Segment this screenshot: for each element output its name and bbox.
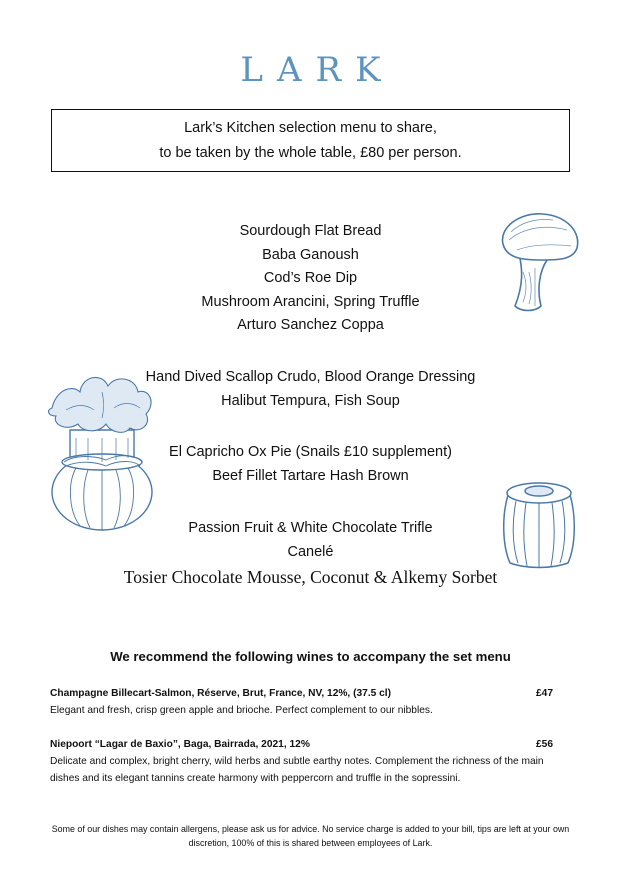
menu-item: Canelé — [287, 543, 334, 560]
menu-item: Arturo Sanchez Coppa — [237, 317, 384, 333]
menu-item: Passion Fruit & White Chocolate Trifle — [188, 520, 433, 536]
menu-item: El Capricho Ox Pie (Snails £10 supplement) — [169, 444, 452, 460]
wine-description: Elegant and fresh, crisp green apple and brioche. Perfect complement to our nibbles. — [50, 705, 433, 716]
wine-name: Niepoort “Lagar de Baxio”, Baga, Bairrada, 2021, 12% — [50, 739, 310, 750]
wine-price: £56 — [536, 739, 553, 750]
menu-item: Mushroom Arancini, Spring Truffle — [201, 293, 420, 310]
pumpkin-pie-icon — [46, 370, 158, 534]
intro-line-1: Lark’s Kitchen selection menu to share, — [184, 120, 437, 136]
wine-description: Delicate and complex, bright cherry, wild herbs and subtle earthy notes. Complement the richness of the main dishes and its elegant tannins create harmony with peppercorn and truffle in the sopressini. — [50, 756, 544, 784]
allergen-footer: Some of our dishes may contain allergens, please ask us for advice. No service charge is added to your bill, tips are left at your own discretion, 100% of this is shared between employees of Lark. — [51, 824, 570, 848]
menu-item: Halibut Tempura, Fish Soup — [221, 392, 400, 409]
canele-icon — [496, 475, 582, 571]
menu-item: Sourdough Flat Bread — [239, 223, 382, 239]
intro-box — [51, 109, 570, 172]
menu-item: Cod’s Roe Dip — [263, 270, 358, 286]
menu-item: Hand Dived Scallop Crudo, Blood Orange Dressing — [145, 369, 476, 385]
mushroom-icon — [497, 210, 583, 318]
wine-item — [50, 736, 565, 787]
intro-line-2: to be taken by the whole table, £80 per person. — [159, 145, 462, 161]
menu-item: Baba Ganoush — [262, 246, 359, 263]
menu-item: Tosier Chocolate Mousse, Coconut & Alkemy Sorbet — [123, 567, 498, 587]
brand-title: LARK — [240, 50, 395, 90]
wine-heading: We recommend the following wines to accompany the set menu — [110, 649, 511, 664]
menu-item: Beef Fillet Tartare Hash Brown — [212, 467, 409, 484]
wine-price: £47 — [536, 688, 553, 699]
wine-name: Champagne Billecart-Salmon, Réserve, Brut, France, NV, 12%, (37.5 cl) — [50, 688, 392, 699]
wine-item — [50, 685, 565, 719]
